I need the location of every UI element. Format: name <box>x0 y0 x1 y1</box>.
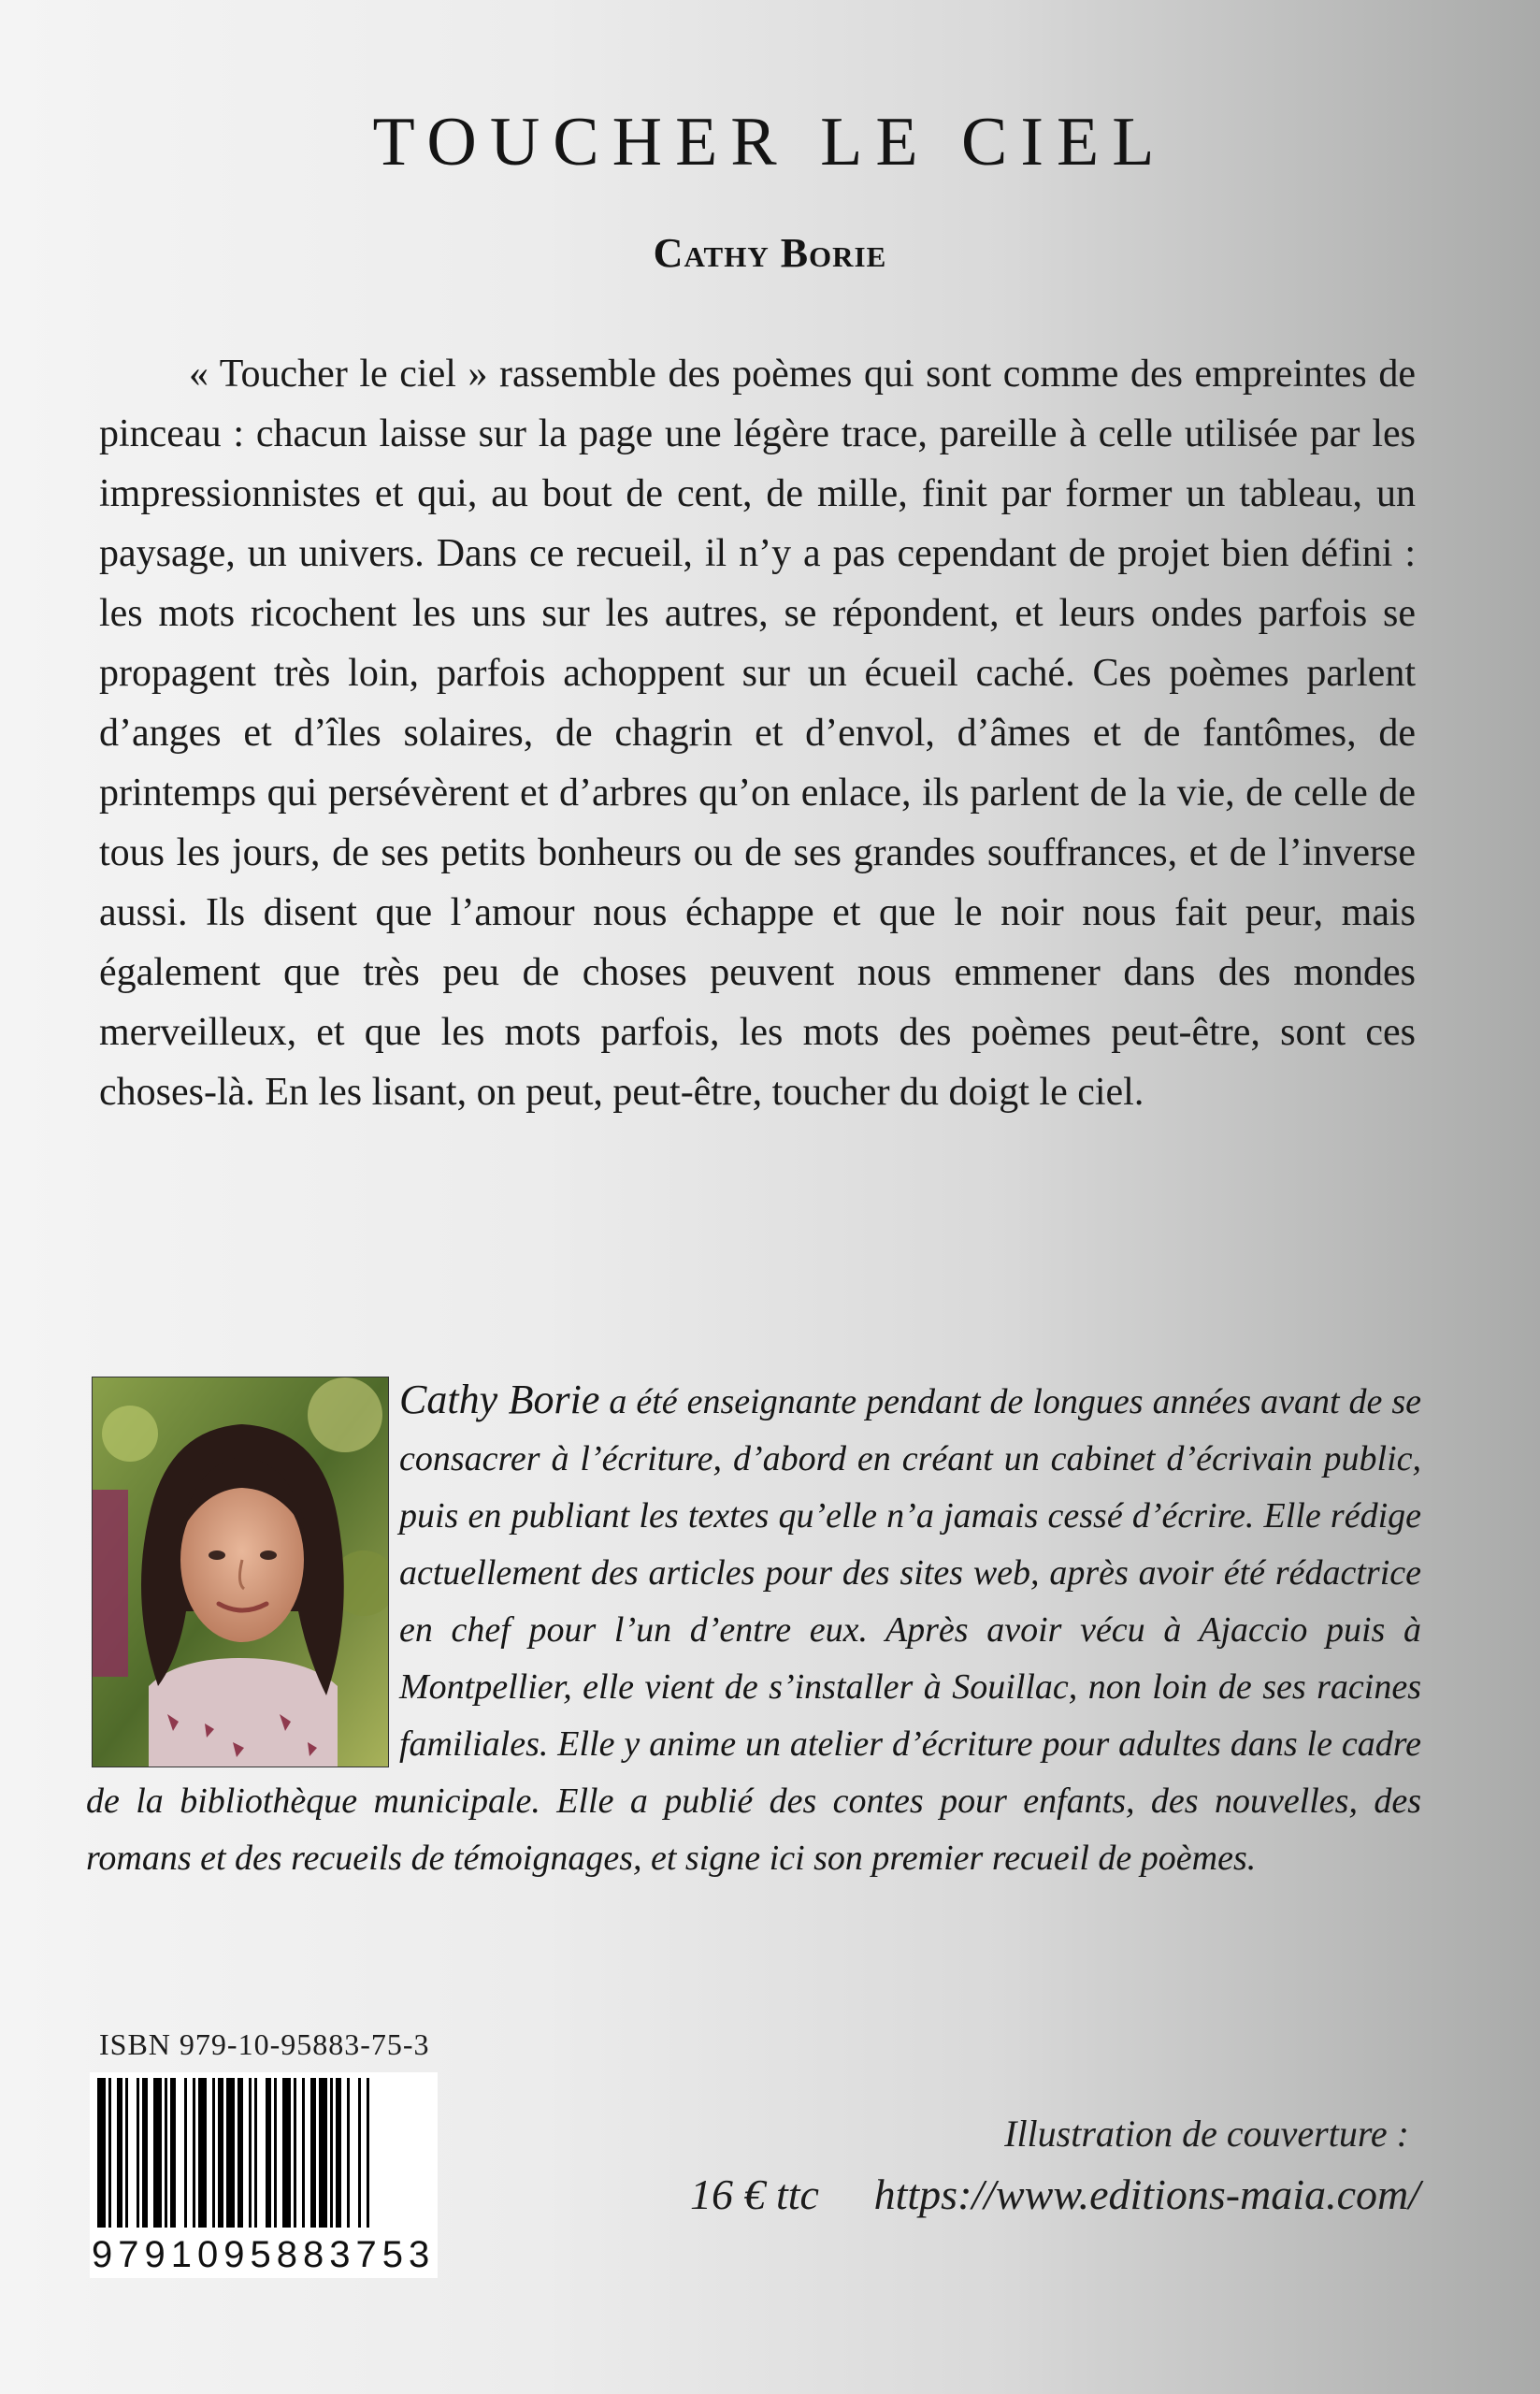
barcode-bar <box>142 2078 148 2228</box>
barcode-bar <box>302 2078 305 2228</box>
barcode-bar <box>212 2078 215 2228</box>
barcode-bar <box>137 2078 139 2228</box>
barcode-bar <box>117 2078 122 2228</box>
author-bio <box>86 1371 1421 1887</box>
price: 16 € ttc <box>690 2170 819 2218</box>
barcode-bar <box>237 2078 243 2228</box>
barcode-bar <box>358 2078 361 2228</box>
barcode-bar <box>274 2078 277 2228</box>
publisher-website: https://www.editions-maia.com/ <box>873 2170 1420 2218</box>
barcode-bar <box>184 2078 187 2228</box>
barcode-bar <box>193 2078 195 2228</box>
isbn-number: ISBN 979-10-95883-75-3 <box>99 2027 430 2061</box>
barcode-bars <box>90 2072 438 2231</box>
barcode-bar <box>125 2078 128 2228</box>
barcode-bar <box>367 2078 369 2228</box>
photo-spacer <box>86 1371 399 1764</box>
book-author: Cathy Borie <box>653 230 887 276</box>
illustration-credit-label: Illustration de couverture : <box>1004 2113 1409 2155</box>
barcode-bar <box>108 2078 111 2228</box>
book-title: TOUCHER LE CIEL <box>372 104 1168 180</box>
barcode-digits: 9791095883753 <box>92 2234 436 2275</box>
barcode-bar <box>294 2078 296 2228</box>
author-bio-text: a été enseignante pendant de longues années avant de se consacrer à l’écriture, d’abord en créant un cabinet d’écrivain public, puis en publiant les textes qu’elle n’a jamais cessé d’écrire. Elle rédige actuellement des articles pour des sites web, après avoir été rédactrice en chef pour l’un d’entre eux. Après avoir vécu à Ajaccio puis à Montpellier, elle vient de s’installer à Souillac, non loin de ses racines familiales. Elle y anime un atelier d’écriture pour adultes dans le cadre de la bibliothèque municipale. Elle a publié des contes pour enfants, des nouvelles, des romans et des recueils de témoignages, et signe ici son premier recueil de poèmes. <box>86 1382 1422 1878</box>
barcode-bar <box>218 2078 223 2228</box>
barcode-bar <box>254 2078 257 2228</box>
barcode-bar <box>319 2078 327 2228</box>
barcode-bar <box>330 2078 333 2228</box>
barcode-bar <box>226 2078 235 2228</box>
barcode-bar <box>310 2078 316 2228</box>
barcode-bar <box>282 2078 291 2228</box>
barcode <box>90 2072 438 2278</box>
barcode-bar <box>170 2078 176 2228</box>
barcode-bar <box>153 2078 162 2228</box>
barcode-bar <box>249 2078 252 2228</box>
barcode-bar <box>336 2078 341 2228</box>
barcode-bar <box>266 2078 271 2228</box>
barcode-bar <box>165 2078 167 2228</box>
barcode-bar <box>347 2078 350 2228</box>
barcode-bar <box>97 2078 106 2228</box>
book-blurb: « Toucher le ciel » rassemble des poèmes qui sont comme des empreintes de pinceau : chacun laisse sur la page une légère trace, pareille à celle utilisée par les impressionnistes et qui, au bout de cent, de mille, finit par former un tableau, un paysage, un univers. Dans ce recueil, il n’y a pas cependant de projet bien défini : les mots ricochent les uns sur les autres, se répondent, et leurs ondes parfois se propagent très loin, parfois achoppent sur un écueil caché. Ces poèmes parlent d’anges et d’îles solaires, de chagrin et d’envol, d’âmes et de fantômes, de printemps qui persévèrent et d’arbres qu’on enlace, ils parlent de la vie, de celle de tous les jours, de ses petits bonheurs ou de ses grandes souffrances, et de l’inverse aussi. Ils disent que l’amour nous échappe et que le noir nous fait peur, mais également que très peu de choses peuvent nous emmener dans des mondes merveilleux, et que les mots parfois, les mots des poèmes peut-être, sont ces choses-là. En les lisant, on peut, peut-être, toucher du doigt le ciel. <box>99 353 1416 1114</box>
author-bio-name: Cathy Borie <box>399 1377 600 1422</box>
barcode-bar <box>198 2078 207 2228</box>
